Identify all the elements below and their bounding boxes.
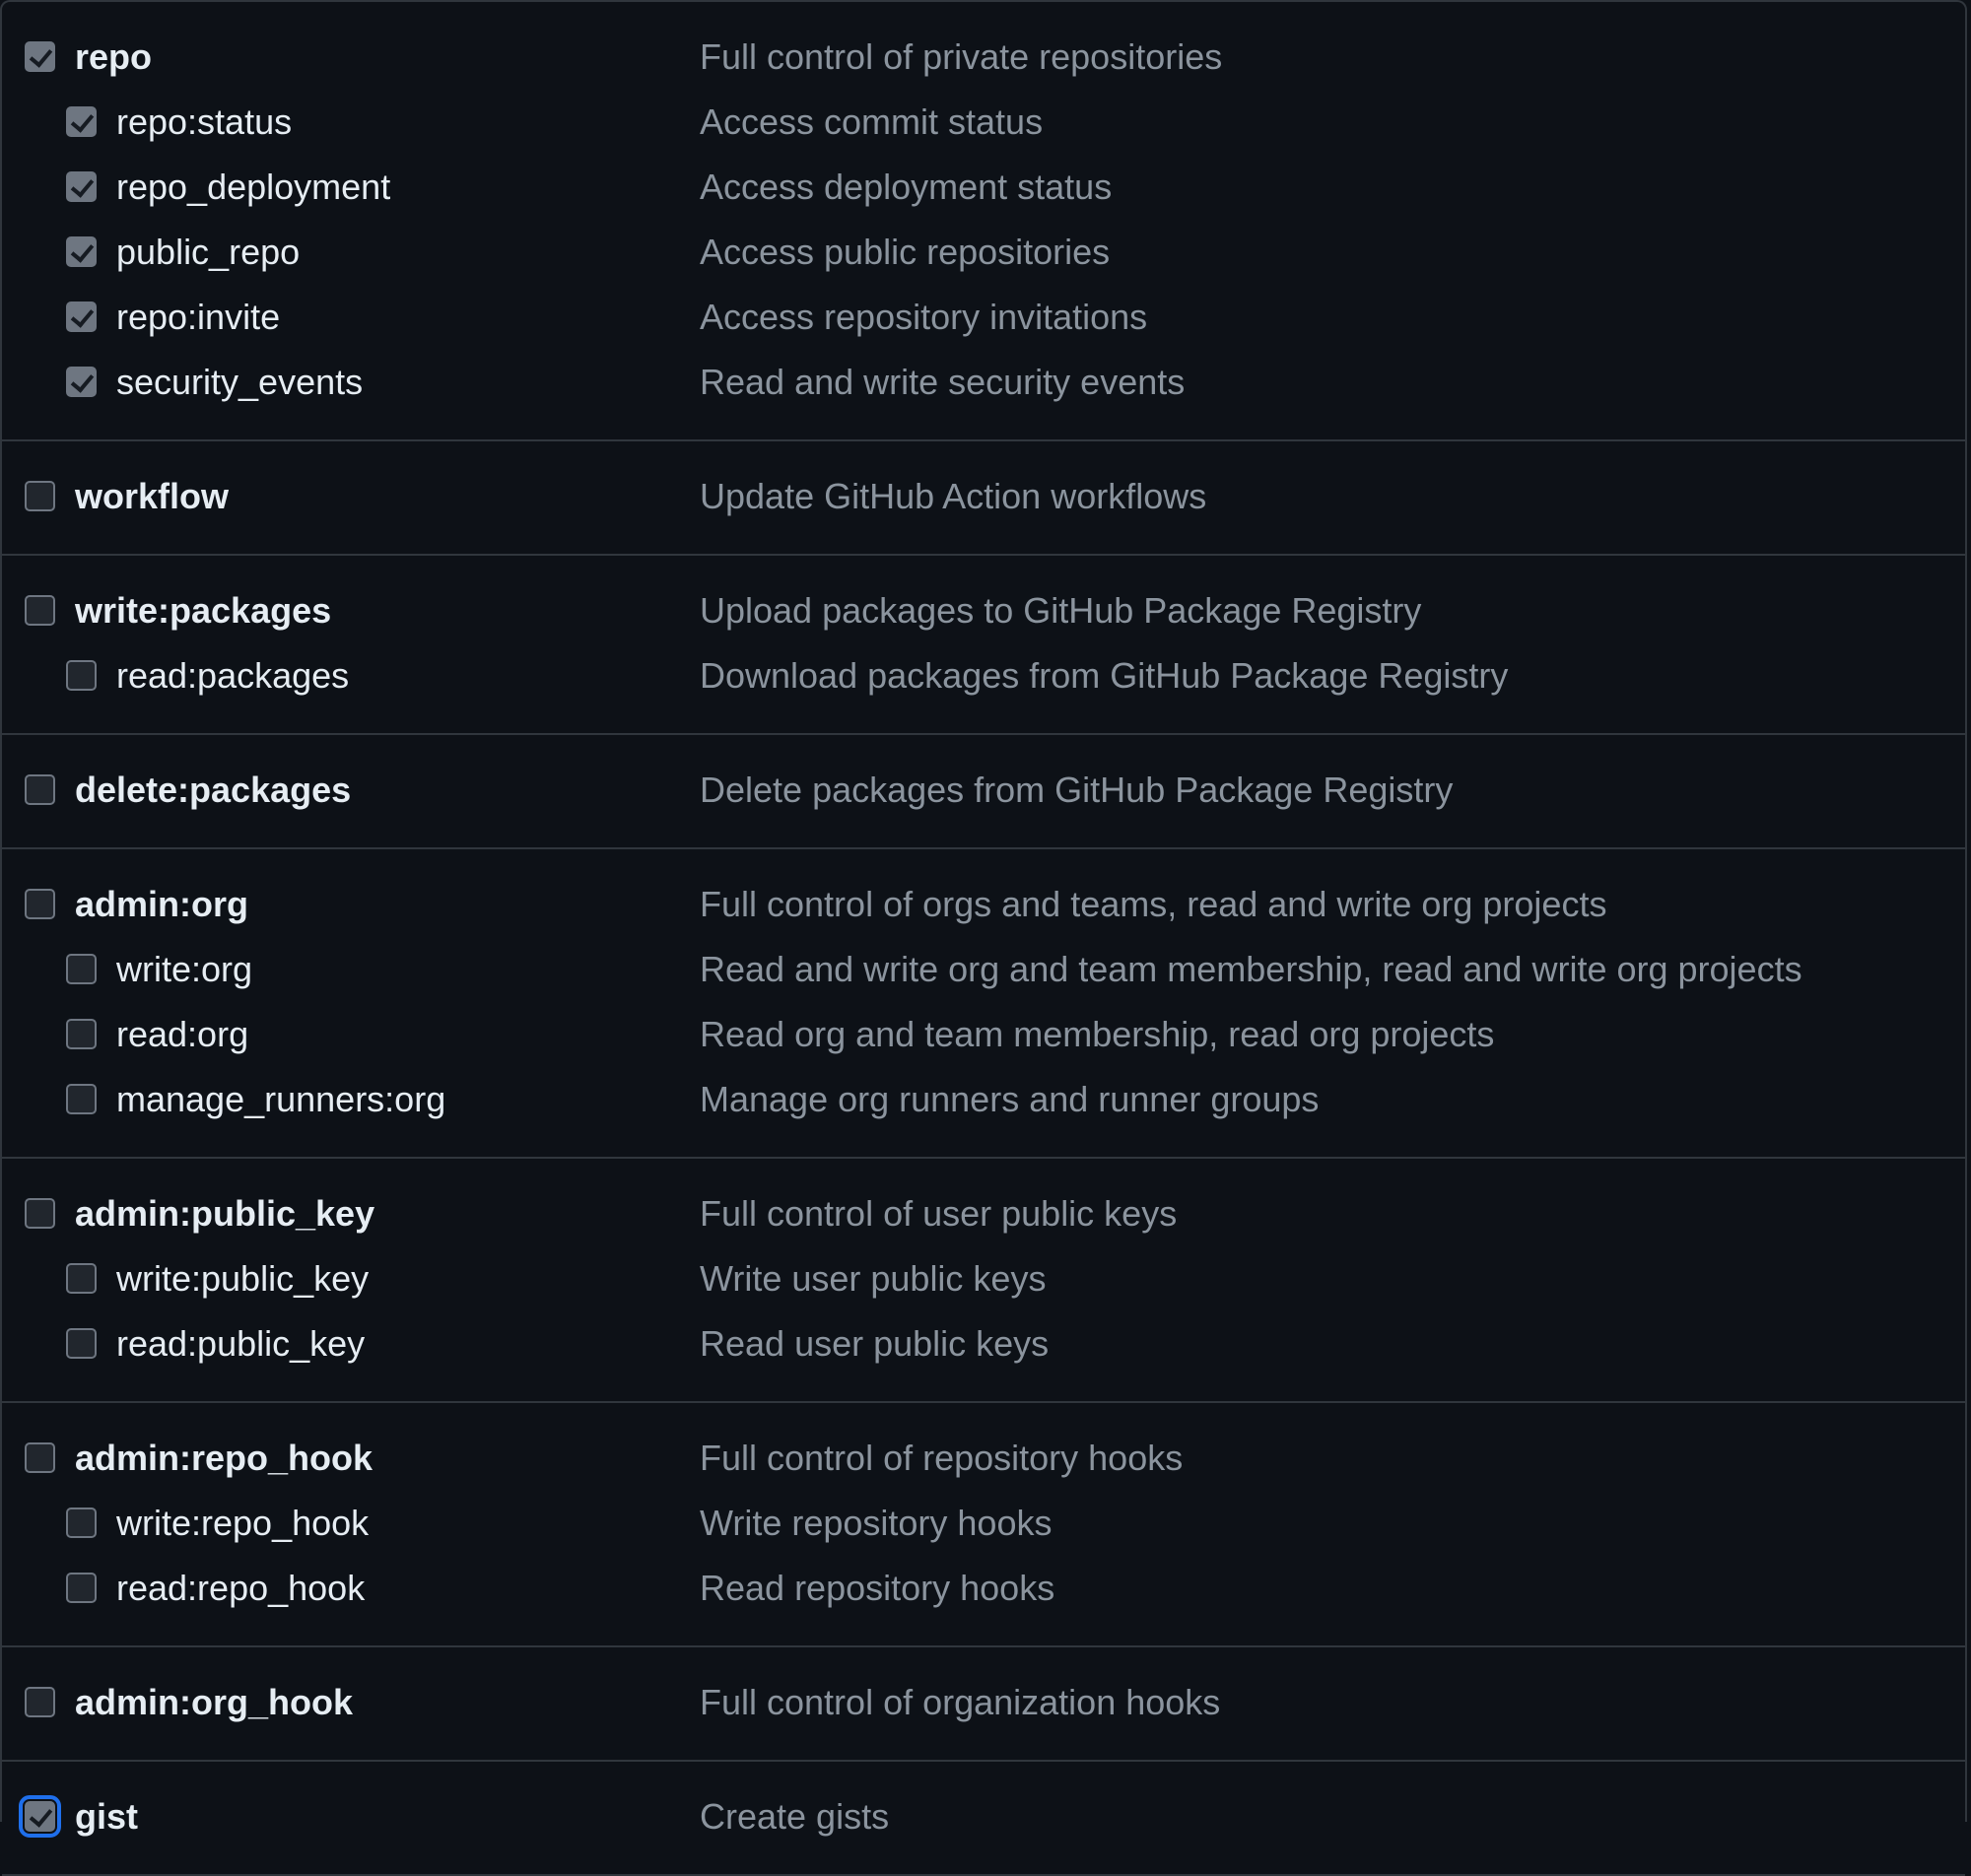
scope-description: Full control of organization hooks (700, 1682, 1221, 1722)
scope-name[interactable]: admin:org_hook (75, 1682, 354, 1722)
scope-description: Read and write security events (700, 362, 1186, 402)
scope-name[interactable]: admin:org (75, 884, 248, 924)
scope-checkbox-repo-deployment[interactable] (66, 171, 97, 202)
scope-checkbox-read-org[interactable] (66, 1019, 97, 1049)
scope-description: Write user public keys (700, 1258, 1047, 1299)
scope-checkbox-write-packages[interactable] (25, 595, 55, 626)
scope-checkbox-admin-org[interactable] (25, 889, 55, 919)
scope-row-admin-org (2, 873, 1965, 938)
scope-row-repo (2, 26, 1965, 91)
scope-name[interactable]: repo_deployment (116, 167, 391, 207)
sub-scope-row-repo-status (2, 91, 1965, 156)
scope-name[interactable]: write:public_key (116, 1258, 370, 1299)
scope-row-delete-packages (2, 759, 1965, 824)
sub-scope-row-repo-deployment (2, 156, 1965, 221)
scope-row-admin-repo-hook (2, 1427, 1965, 1492)
scope-description: Access deployment status (700, 167, 1113, 207)
scope-checkbox-write-org[interactable] (66, 954, 97, 984)
scope-name[interactable]: repo (75, 36, 153, 77)
sub-scope-row-public-repo (2, 221, 1965, 286)
scope-checkbox-read-repo-hook[interactable] (66, 1573, 97, 1603)
scope-description: Read user public keys (700, 1323, 1050, 1364)
scope-row-admin-org-hook (2, 1671, 1965, 1736)
scope-checkbox-read-packages[interactable] (66, 660, 97, 691)
scope-name[interactable]: read:org (116, 1014, 249, 1054)
scope-name[interactable]: security_events (116, 362, 364, 402)
scope-row-gist (2, 1785, 1965, 1850)
scope-name[interactable]: repo:status (116, 101, 293, 142)
scope-name[interactable]: read:packages (116, 655, 350, 696)
scope-name[interactable]: write:repo_hook (116, 1503, 370, 1543)
sub-scope-row-read-packages (2, 644, 1965, 709)
scope-description: Access repository invitations (700, 297, 1148, 337)
scope-checkbox-manage-runners-org[interactable] (66, 1084, 97, 1114)
scope-list (2, 2, 1965, 1876)
scope-checkbox-workflow[interactable] (25, 481, 55, 511)
scope-name[interactable]: admin:public_key (75, 1193, 375, 1234)
scope-checkbox-repo-status[interactable] (66, 106, 97, 137)
scope-description: Access commit status (700, 101, 1044, 142)
scope-checkbox-write-repo-hook[interactable] (66, 1508, 97, 1538)
sub-scope-row-read-repo-hook (2, 1557, 1965, 1622)
sub-scope-row-write-repo-hook (2, 1492, 1965, 1557)
sub-scope-row-security-events (2, 351, 1965, 416)
scope-group-repo (2, 2, 1965, 441)
scope-checkbox-security-events[interactable] (66, 367, 97, 397)
scope-name[interactable]: delete:packages (75, 770, 352, 810)
scope-description: Full control of repository hooks (700, 1438, 1184, 1478)
sub-scope-row-read-public-key (2, 1312, 1965, 1377)
scope-description: Read org and team membership, read org projects (700, 1014, 1495, 1054)
sub-scope-row-read-org (2, 1003, 1965, 1068)
scope-description: Create gists (700, 1796, 890, 1837)
scope-description: Upload packages to GitHub Package Registry (700, 590, 1422, 631)
scope-group-admin-public-key (2, 1159, 1965, 1403)
scope-row-workflow (2, 465, 1965, 530)
scope-name[interactable]: read:repo_hook (116, 1568, 366, 1608)
scope-description: Download packages from GitHub Package Registry (700, 655, 1509, 696)
scope-group-write-packages (2, 556, 1965, 735)
scope-row-write-packages (2, 579, 1965, 644)
scope-name[interactable]: repo:invite (116, 297, 281, 337)
scope-group-admin-repo-hook (2, 1403, 1965, 1647)
scope-name[interactable]: read:public_key (116, 1323, 366, 1364)
sub-scope-row-manage-runners-org (2, 1068, 1965, 1133)
scope-checkbox-gist[interactable] (25, 1801, 55, 1832)
scope-checkbox-repo[interactable] (25, 41, 55, 72)
scope-name[interactable]: write:packages (75, 590, 332, 631)
scope-name[interactable]: admin:repo_hook (75, 1438, 374, 1478)
scope-group-gist (2, 1762, 1965, 1876)
sub-scope-row-write-public-key (2, 1247, 1965, 1312)
sub-scope-row-repo-invite (2, 286, 1965, 351)
scope-description: Manage org runners and runner groups (700, 1079, 1320, 1119)
scope-name[interactable]: manage_runners:org (116, 1079, 446, 1119)
scope-description: Read and write org and team membership, read and write org projects (700, 949, 1802, 989)
scope-name[interactable]: write:org (116, 949, 253, 989)
scope-checkbox-delete-packages[interactable] (25, 774, 55, 805)
scope-description: Update GitHub Action workflows (700, 476, 1207, 516)
scope-description: Full control of orgs and teams, read and write org projects (700, 884, 1607, 924)
scope-group-delete-packages (2, 735, 1965, 849)
scope-row-admin-public-key (2, 1182, 1965, 1247)
scope-description: Access public repositories (700, 232, 1111, 272)
scope-group-admin-org (2, 849, 1965, 1159)
scope-checkbox-admin-public-key[interactable] (25, 1198, 55, 1229)
scope-name[interactable]: public_repo (116, 232, 301, 272)
scope-checkbox-read-public-key[interactable] (66, 1328, 97, 1359)
scope-description: Read repository hooks (700, 1568, 1055, 1608)
scope-checkbox-write-public-key[interactable] (66, 1263, 97, 1294)
scope-name[interactable]: workflow (75, 476, 230, 516)
scope-description: Full control of private repositories (700, 36, 1223, 77)
scope-checkbox-public-repo[interactable] (66, 236, 97, 267)
scope-description: Delete packages from GitHub Package Registry (700, 770, 1454, 810)
scope-checkbox-repo-invite[interactable] (66, 302, 97, 332)
scope-description: Full control of user public keys (700, 1193, 1178, 1234)
scope-group-workflow (2, 441, 1965, 556)
scope-description: Write repository hooks (700, 1503, 1053, 1543)
scope-group-admin-org-hook (2, 1647, 1965, 1762)
sub-scope-row-write-org (2, 938, 1965, 1003)
scope-checkbox-admin-repo-hook[interactable] (25, 1442, 55, 1473)
scope-name[interactable]: gist (75, 1796, 139, 1837)
scope-checkbox-admin-org-hook[interactable] (25, 1687, 55, 1717)
